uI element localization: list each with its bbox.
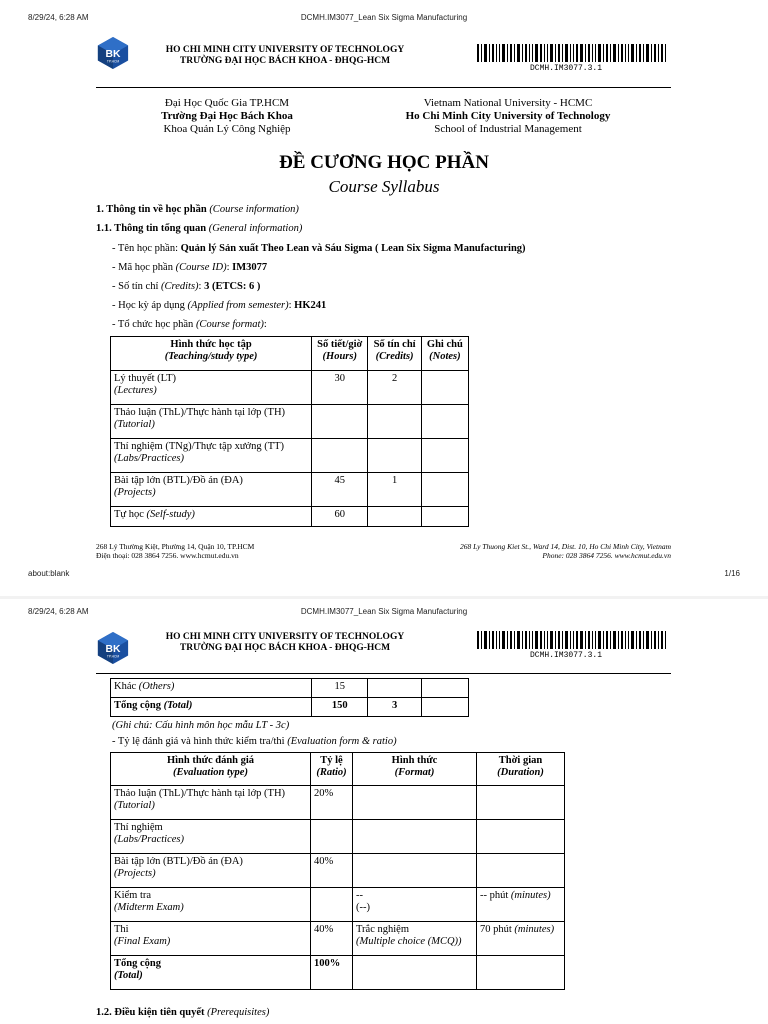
- table-header-row: [111, 753, 565, 786]
- university-logo: [96, 631, 130, 670]
- section-1-1-heading: 1.1. Thông tin tổng quan (General information): [96, 223, 303, 234]
- svg-text:BK: BK: [105, 48, 121, 60]
- print-doc-title: DCMH.IM3077_Lean Six Sigma Manufacturing: [300, 13, 468, 22]
- table-row: Lý thuyết (LT) (Lectures) 30 2: [111, 371, 469, 405]
- col-header: Số tín chỉ (Credits): [368, 337, 421, 371]
- col-header: Tỷ lệ (Ratio): [311, 753, 353, 786]
- print-page-counter: 1/16: [724, 569, 740, 578]
- barcode-text: DCMH.IM3077.3.1: [530, 651, 603, 660]
- table-row: Thí nghiệm (TNg)/Thực tập xưởng (TT) (Labs/Practices): [111, 439, 469, 473]
- table-row: Kiểm tra (Midterm Exam) -- (--) -- phút (minutes): [111, 888, 565, 922]
- course-credits: - Số tín chỉ (Credits): 3 (ETCS: 6 ): [112, 281, 261, 292]
- page-break: [0, 596, 768, 599]
- doc-subtitle: Course Syllabus: [328, 177, 440, 196]
- table-row: Khác (Others) 15: [111, 679, 469, 698]
- course-format-table-cont: [110, 678, 469, 717]
- uni-name-en: HO CHI MINH CITY UNIVERSITY OF TECHNOLOGY: [165, 45, 405, 55]
- col-header: Hình thức đánh giá (Evaluation type): [111, 753, 311, 786]
- uni-name-en: HO CHI MINH CITY UNIVERSITY OF TECHNOLOGY: [165, 632, 405, 642]
- evaluation-table: [110, 752, 565, 990]
- section-1-heading: 1. Thông tin về học phần (Course information): [96, 204, 299, 215]
- section-1-2-heading: 1.2. Điều kiện tiên quyết (Prerequisites): [96, 1007, 270, 1018]
- table-row: Thảo luận (ThL)/Thực hành tại lớp (TH) (Tutorial): [111, 405, 469, 439]
- intro-left-line: Trường Đại Học Bách Khoa: [161, 110, 293, 122]
- intro-left: [112, 97, 342, 136]
- doc-title: ĐỀ CƯƠNG HỌC PHẦN: [279, 152, 489, 173]
- svg-text:BK: BK: [105, 643, 121, 655]
- eval-label: - Tỷ lệ đánh giá và hình thức kiểm tra/thi (Evaluation form & ratio): [112, 736, 397, 747]
- uni-name-vn: TRƯỜNG ĐẠI HỌC BÁCH KHOA - ĐHQG-HCM: [179, 643, 391, 653]
- header-rule: [96, 87, 671, 88]
- table-row: Bài tập lớn (BTL)/Đồ án (ĐA) (Projects) 40%: [111, 854, 565, 888]
- col-header: Hình thức (Format): [353, 753, 477, 786]
- course-format-label: - Tổ chức học phần (Course format):: [112, 319, 267, 330]
- course-format-table: [110, 336, 469, 527]
- table-row: Thí nghiệm (Labs/Practices): [111, 820, 565, 854]
- course-name: - Tên học phần: Quản lý Sản xuất Theo Lean và Sáu Sigma ( Lean Six Sigma Manufacturing): [112, 243, 526, 254]
- col-header: Thời gian (Duration): [477, 753, 565, 786]
- table-note: (Ghi chú: Cấu hình môn học mẫu LT - 3c): [112, 720, 290, 731]
- university-logo: [96, 36, 130, 75]
- svg-text:TP.HCM: TP.HCM: [106, 654, 120, 659]
- barcode-text: DCMH.IM3077.3.1: [530, 64, 603, 73]
- uni-name-vn: TRƯỜNG ĐẠI HỌC BÁCH KHOA - ĐHQG-HCM: [179, 56, 391, 66]
- footer-address-en: 268 Ly Thuong Kiet St., Ward 14, Dist. 10, Ho Chi Minh City, Vietnam Phone: 028 3864 7256. www.hcmut.edu.vn: [460, 542, 671, 560]
- intro-left-line: Khoa Quản Lý Công Nghiệp: [163, 123, 291, 135]
- col-header: Ghi chú (Notes): [421, 337, 468, 371]
- intro-right-line: Ho Chi Minh City University of Technology: [405, 110, 611, 122]
- table-row: Tổng cộng (Total) 150 3: [111, 698, 469, 717]
- intro-right: [393, 97, 623, 136]
- footer-address-vn: 268 Lý Thường Kiệt, Phường 14, Quận 10, TP.HCM Điện thoại: 028 3864 7256. www.hcmut.edu.vn: [96, 542, 255, 560]
- print-timestamp: 8/29/24, 6:28 AM: [28, 13, 89, 22]
- header-rule: [96, 673, 671, 674]
- col-header: Hình thức học tập (Teaching/study type): [111, 337, 312, 371]
- course-id: - Mã học phần (Course ID): IM3077: [112, 262, 268, 273]
- table-row: Tổng cộng (Total) 100%: [111, 956, 565, 990]
- table-row: Tự học (Self-study) 60: [111, 507, 469, 527]
- table-row: Thi (Final Exam) 40% Trắc nghiệm (Multiple choice (MCQ)) 70 phút (minutes): [111, 922, 565, 956]
- table-header-row: [111, 337, 469, 371]
- print-doc-title: DCMH.IM3077_Lean Six Sigma Manufacturing: [300, 607, 468, 616]
- course-semester: - Học kỳ áp dụng (Applied from semester): HK241: [112, 300, 327, 311]
- svg-text:TP.HCM: TP.HCM: [106, 59, 120, 64]
- table-row: Thảo luận (ThL)/Thực hành tại lớp (TH) (Tutorial) 20%: [111, 786, 565, 820]
- intro-left-line: Đại Học Quốc Gia TP.HCM: [164, 97, 290, 109]
- intro-right-line: School of Industrial Management: [434, 123, 582, 135]
- intro-right-line: Vietnam National University - HCMC: [423, 97, 593, 109]
- print-url: about:blank: [28, 569, 70, 578]
- print-timestamp: 8/29/24, 6:28 AM: [28, 607, 89, 616]
- table-row: Bài tập lớn (BTL)/Đồ án (ĐA) (Projects) 45 1: [111, 473, 469, 507]
- col-header: Số tiết/giờ (Hours): [312, 337, 368, 371]
